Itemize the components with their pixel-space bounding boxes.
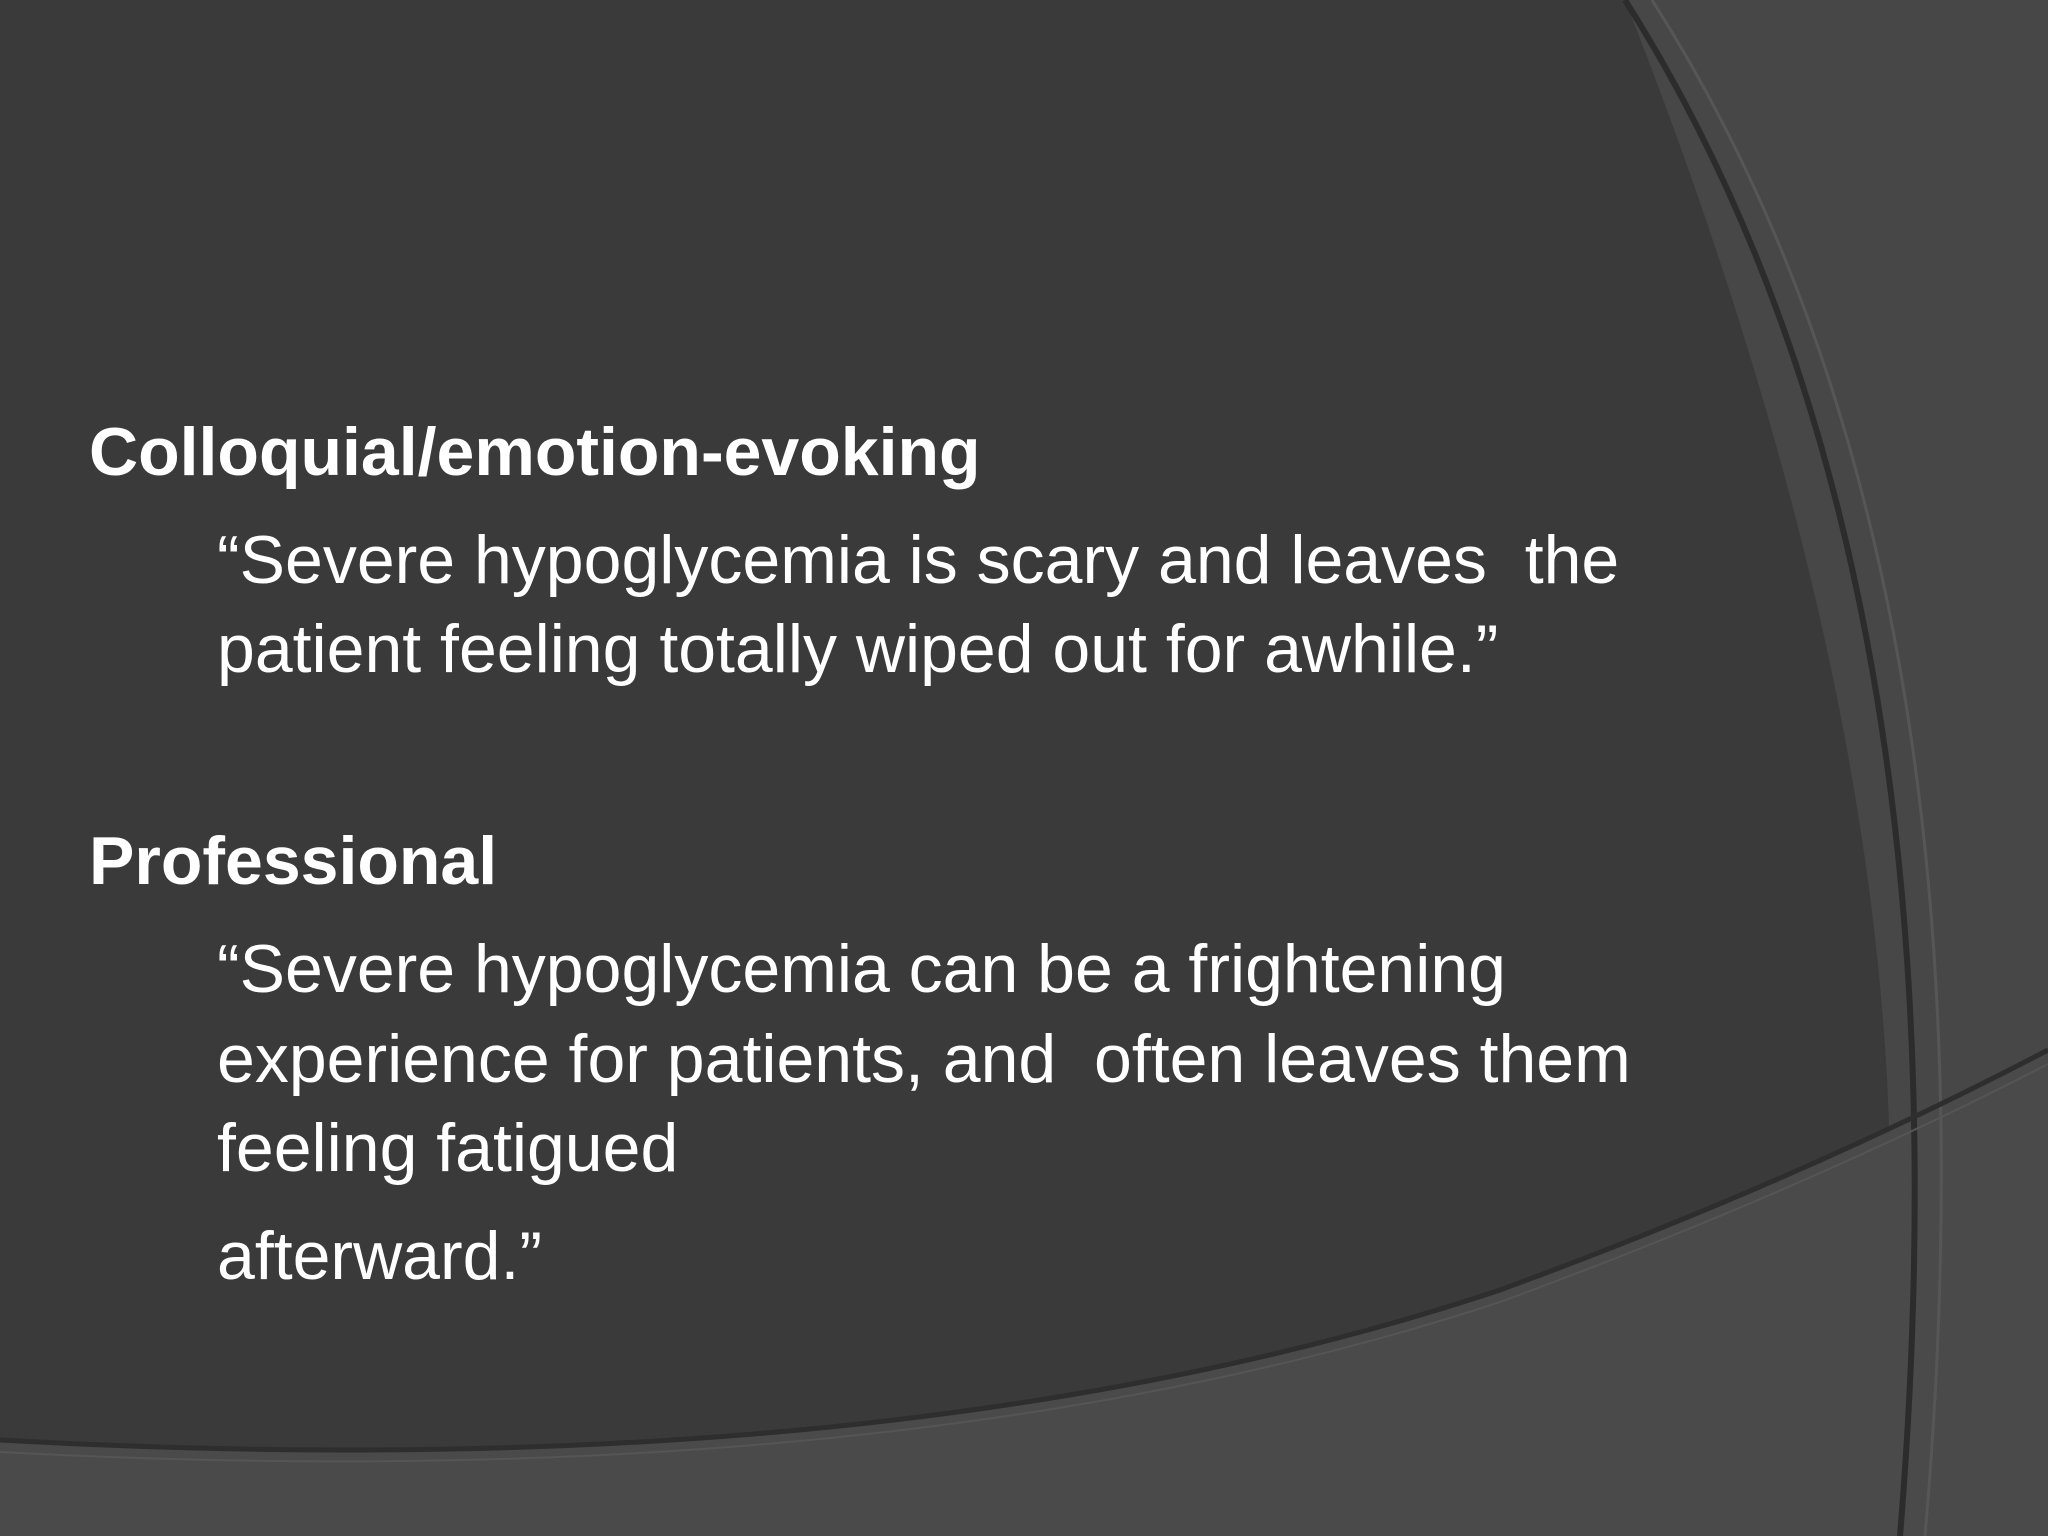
quote-line: “Severe hypoglycemia is scary and leaves the bbox=[217, 522, 1620, 598]
quote-line: afterward.” bbox=[217, 1218, 542, 1294]
quote-line: “Severe hypoglycemia can be a frightening bbox=[217, 931, 1506, 1007]
quote-line: experience for patients, and often leaves them bbox=[217, 1021, 1631, 1097]
quote-line: patient feeling totally wiped out for awhile.” bbox=[217, 611, 1499, 687]
section-heading-professional: Professional bbox=[89, 823, 498, 899]
quote-line: feeling fatigued bbox=[217, 1110, 679, 1186]
section-heading-colloquial: Colloquial/emotion-evoking bbox=[89, 414, 981, 490]
